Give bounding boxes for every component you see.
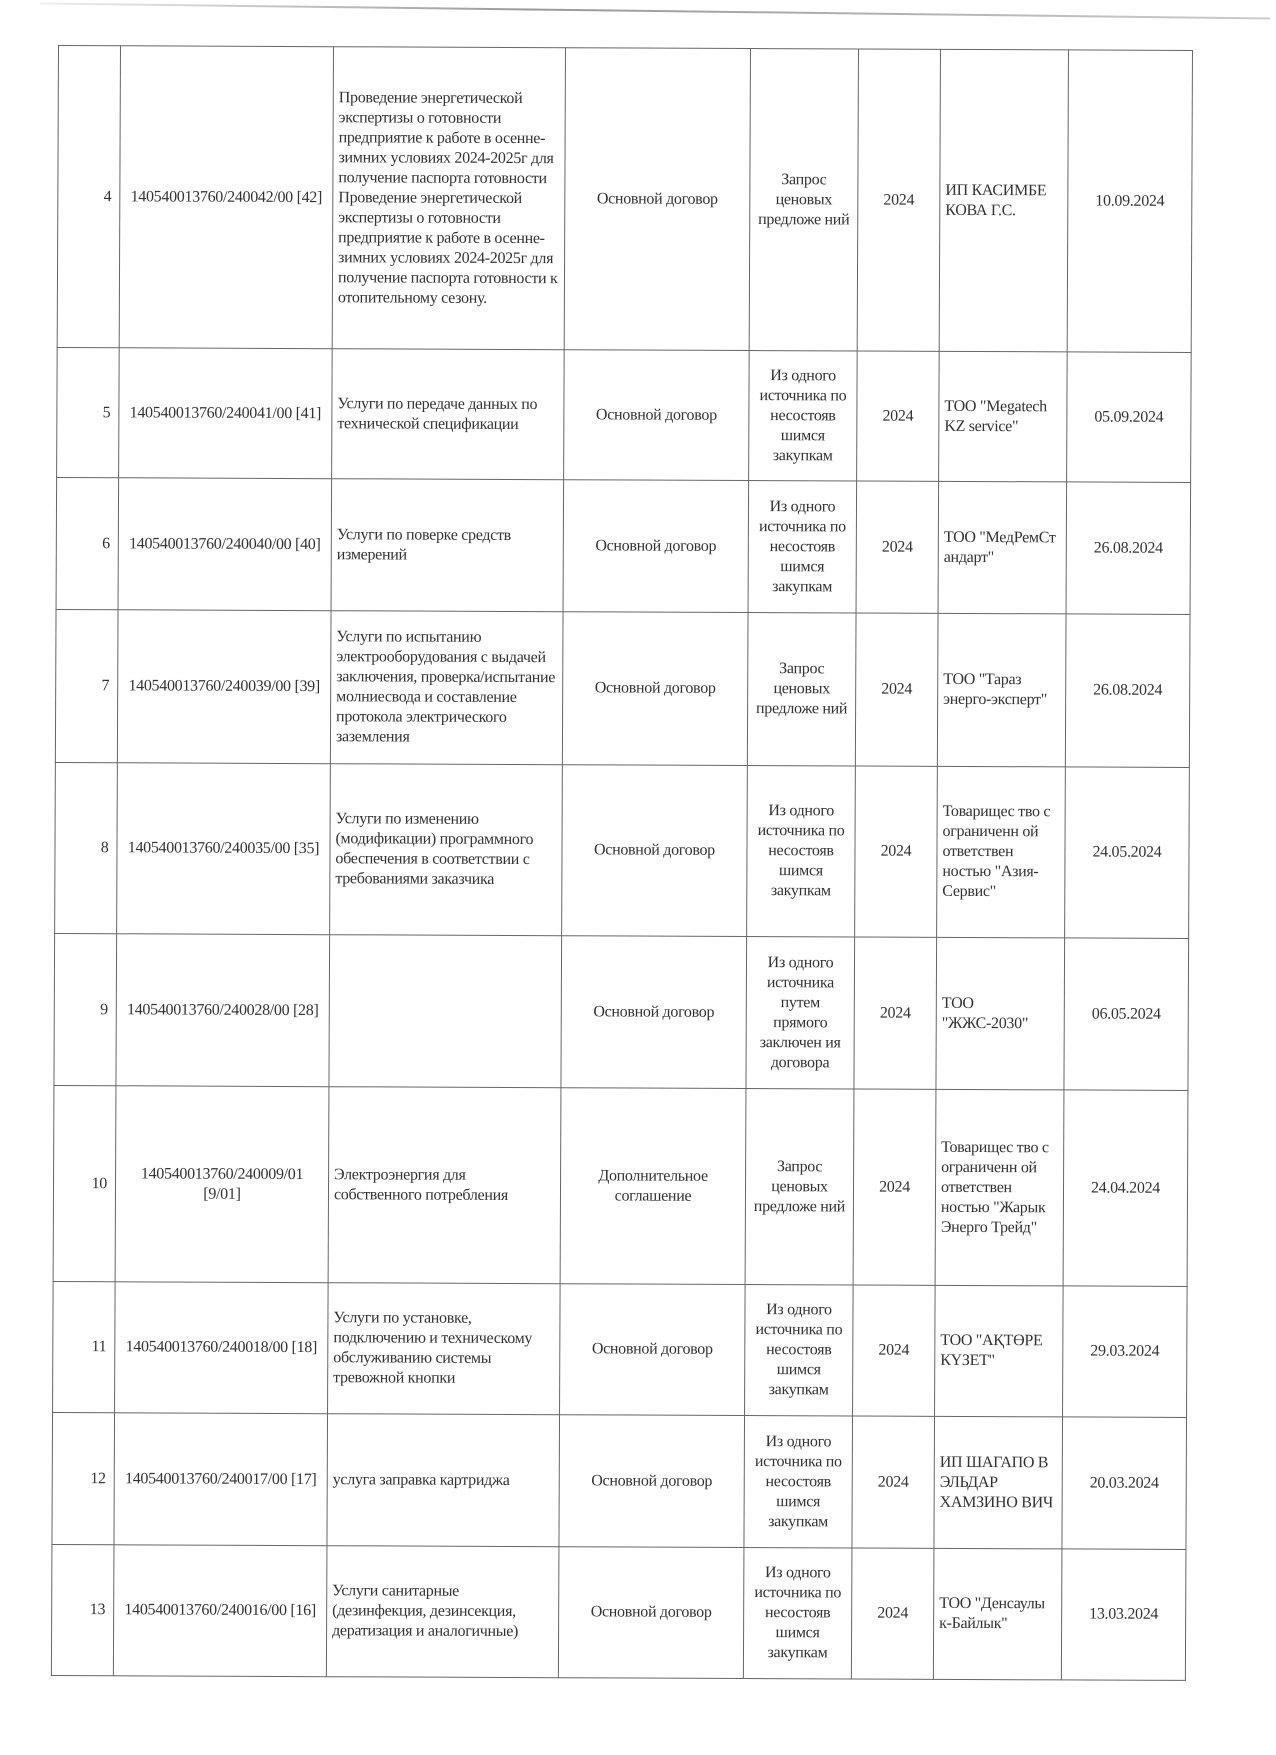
year: 2024	[856, 481, 939, 613]
contracts-table	[51, 45, 1193, 1681]
table-row	[56, 477, 1191, 614]
procurement-method: Из одного источника по несостояв шимся закупкам	[748, 481, 857, 613]
contract-subject: Услуги по поверке средств измерений	[331, 479, 564, 612]
contract-date: 26.08.2024	[1065, 614, 1190, 768]
procurement-method: Запрос ценовых предложе ний	[749, 49, 858, 351]
contract-date: 06.05.2024	[1064, 938, 1189, 1091]
contract-number: 140540013760/240017/00 [17]	[114, 1413, 328, 1546]
contract-type: Основной договор	[562, 765, 748, 937]
table-row	[52, 1412, 1187, 1549]
supplier-name: ТОО "Megatech KZ service"	[939, 351, 1068, 482]
contract-type: Основной договор	[558, 1547, 744, 1679]
contract-subject: Услуги по испытанию электрооборудования с выдачей заключения, проверка/испытание молниесвода и составление протокола электрического заземления	[330, 611, 563, 765]
row-number: 11	[53, 1281, 116, 1412]
contract-number: 140540013760/240035/00 [35]	[117, 763, 331, 935]
scan-edge	[40, 2, 1270, 19]
supplier-name: ТОО "ЖЖС-2030"	[936, 937, 1065, 1090]
procurement-method: Из одного источника по несостояв шимся закупкам	[749, 351, 858, 481]
procurement-method: Из одного источника путем прямого заключен ия договора	[746, 937, 855, 1089]
year: 2024	[855, 613, 938, 766]
contract-type: Основной договор	[559, 1415, 745, 1548]
table-row	[54, 933, 1189, 1090]
year: 2024	[857, 351, 940, 481]
contract-subject: Услуги по передаче данных по технической спецификации	[332, 349, 565, 480]
contract-type: Основной договор	[564, 48, 750, 351]
contract-date: 20.03.2024	[1062, 1417, 1187, 1550]
table-row	[51, 1544, 1186, 1680]
contract-subject: Проведение энергетической экспертизы о готовности предприятие к работе в осенне-зимних условиях 2024-2025г для получение паспорта готовности Проведение энергетической экспертизы о готовности предприятие к работе в осенне-зимних условиях 2024-2025г для получение паспорта готовности к отопительному сезону.	[332, 47, 565, 350]
supplier-name: ТОО "Денсаулы к-Байлык"	[933, 1548, 1062, 1680]
contract-date: 13.03.2024	[1061, 1549, 1186, 1681]
procurement-method: Запрос ценовых предложе ний	[747, 613, 856, 766]
row-number: 4	[57, 46, 120, 348]
table-row	[57, 347, 1192, 482]
table-row	[53, 1281, 1188, 1417]
procurement-method: Из одного источника по несостояв шимся закупкам	[745, 1285, 854, 1416]
table-row	[57, 46, 1192, 353]
row-number: 6	[56, 477, 119, 609]
contract-number: 140540013760/240018/00 [18]	[115, 1282, 329, 1414]
row-number: 9	[54, 933, 117, 1085]
contract-subject: Услуги по изменению (модификации) программного обеспечения в соответствии с требованиями заказчика	[330, 764, 563, 936]
row-number: 5	[57, 347, 120, 477]
contract-date: 26.08.2024	[1066, 482, 1191, 615]
row-number: 10	[53, 1085, 116, 1281]
contract-number: 140540013760/240041/00 [41]	[119, 348, 333, 479]
contract-subject: Электроэнергия для собственного потребления	[328, 1087, 561, 1284]
contract-type: Дополнительное соглашение	[560, 1088, 746, 1285]
contract-type: Основной договор	[561, 936, 747, 1089]
contract-subject: Услуги по установке, подключению и техническому обслуживанию системы тревожной кнопки	[328, 1283, 561, 1415]
contract-subject: услуга заправка картриджа	[327, 1414, 560, 1547]
row-number: 13	[51, 1544, 114, 1675]
contract-type: Основной договор	[560, 1284, 746, 1416]
supplier-name: ТОО "АҚТӨРЕ КҮЗЕТ"	[935, 1285, 1064, 1417]
contract-subject	[329, 935, 562, 1088]
contract-type: Основной договор	[564, 350, 750, 481]
contract-number: 140540013760/240040/00 [40]	[118, 478, 332, 611]
table-row	[53, 1085, 1188, 1286]
contract-date: 10.09.2024	[1067, 50, 1192, 353]
year: 2024	[853, 1089, 936, 1285]
table-row	[55, 609, 1190, 767]
table-row	[55, 762, 1190, 938]
contract-date: 24.05.2024	[1065, 767, 1190, 939]
procurement-method: Из одного источника по несостояв шимся закупкам	[744, 1416, 853, 1548]
contract-number: 140540013760/240039/00 [39]	[117, 610, 331, 764]
supplier-name: ИП КАСИМБЕ КОВА Г.С.	[939, 49, 1068, 352]
year: 2024	[855, 766, 938, 937]
supplier-name: ТОО "Тараз энерго-эксперт"	[937, 613, 1066, 767]
procurement-method: Из одного источника по несостояв шимся закупкам	[747, 766, 856, 937]
contract-number: 140540013760/240009/01 [9/01]	[115, 1086, 329, 1283]
contract-number: 140540013760/240016/00 [16]	[113, 1545, 327, 1677]
contract-subject: Услуги санитарные (дезинфекция, дезинсекция, дератизация и аналогичные)	[326, 1546, 559, 1678]
year: 2024	[853, 1285, 936, 1416]
contract-date: 05.09.2024	[1067, 352, 1192, 483]
year: 2024	[852, 1416, 935, 1548]
row-number: 7	[55, 609, 118, 762]
supplier-name: Товарищес тво с ограниченн ой ответствен ностью "Жарык Энерго Трейд"	[935, 1089, 1064, 1286]
contract-number: 140540013760/240028/00 [28]	[116, 934, 330, 1087]
procurement-method: Из одного источника по несостояв шимся закупкам	[743, 1548, 852, 1679]
contract-number: 140540013760/240042/00 [42]	[119, 46, 333, 349]
year: 2024	[854, 937, 937, 1089]
contract-date: 29.03.2024	[1063, 1286, 1188, 1418]
supplier-name: ТОО "МедРемСт андарт"	[938, 481, 1067, 614]
supplier-name: ИП ШАГАПО В ЭЛЬДАР ХАМЗИНО ВИЧ	[934, 1416, 1063, 1549]
year: 2024	[857, 49, 940, 351]
year: 2024	[851, 1548, 934, 1679]
contract-type: Основной договор	[562, 612, 748, 766]
contract-date: 24.04.2024	[1063, 1090, 1188, 1287]
contract-type: Основной договор	[563, 480, 749, 613]
row-number: 12	[52, 1412, 115, 1544]
supplier-name: Товарищес тво с ограниченн ой ответствен ностью "Азия-Сервис"	[937, 766, 1066, 938]
row-number: 8	[55, 762, 118, 933]
procurement-method: Запрос ценовых предложе ний	[745, 1089, 854, 1285]
